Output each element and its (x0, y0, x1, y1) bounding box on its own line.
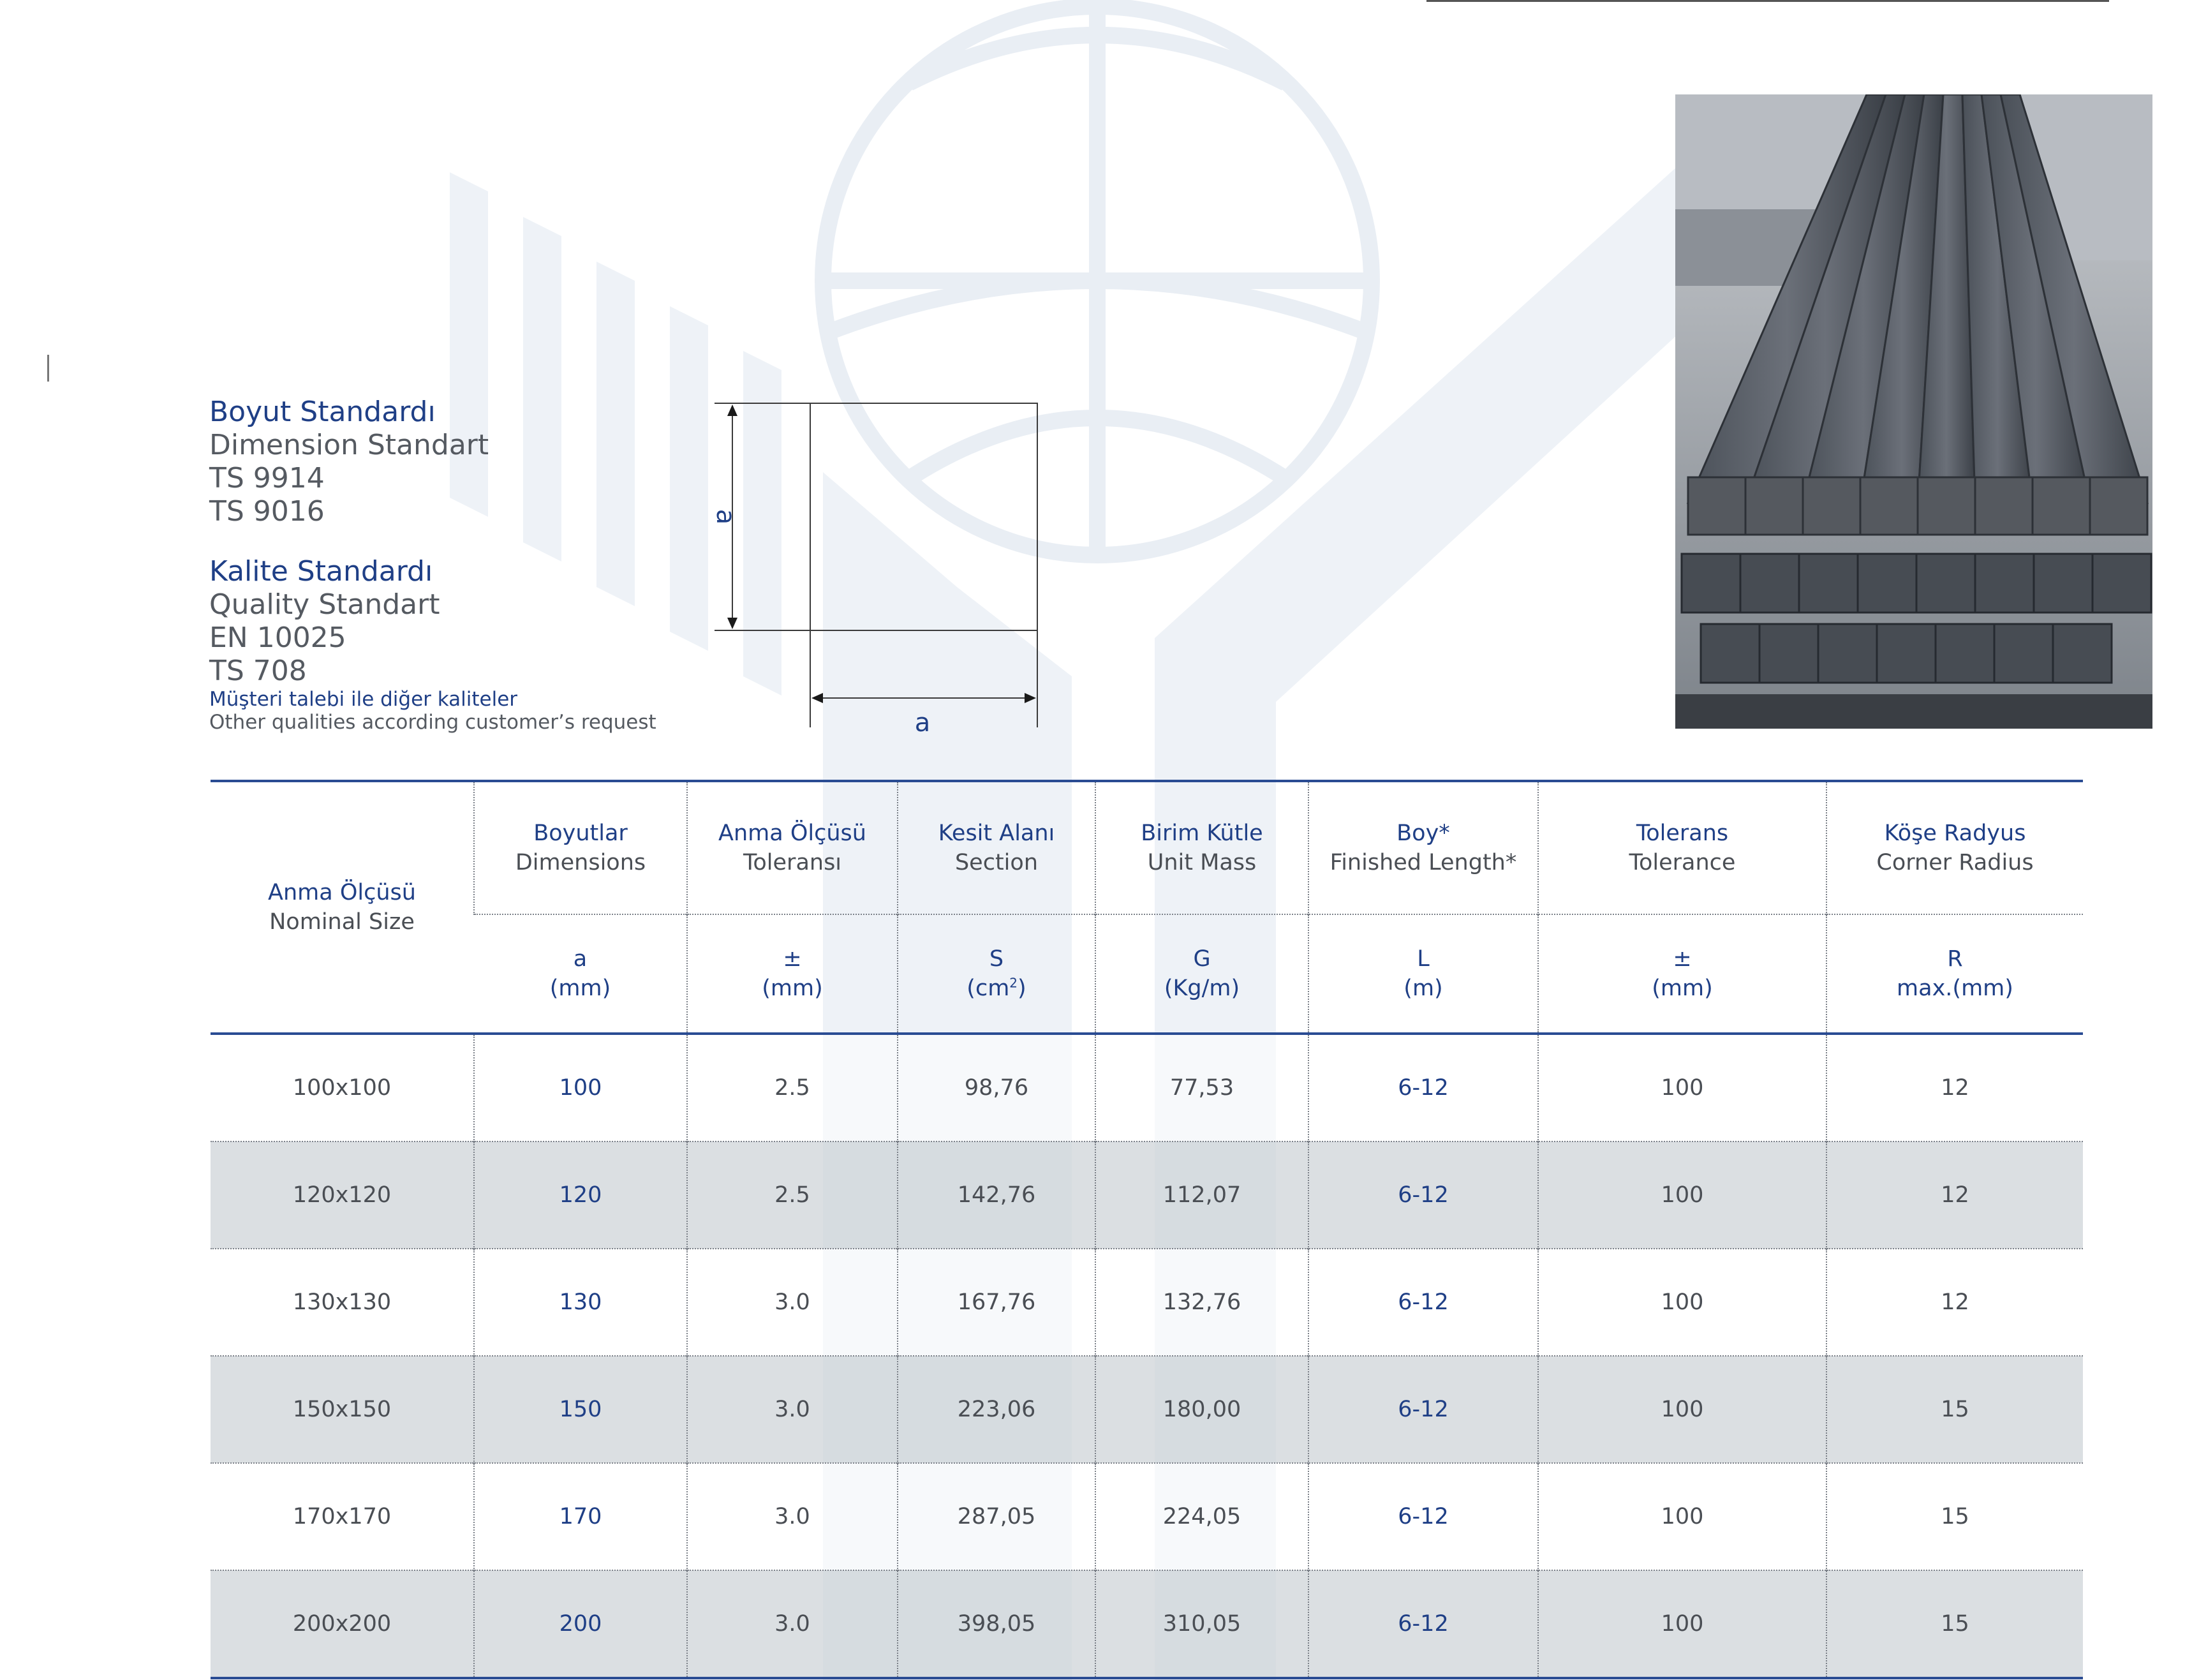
quality-standard-title-en: Quality Standart (209, 588, 440, 621)
unit-symbol: L (1417, 946, 1430, 972)
dimension-standard-code: TS 9016 (209, 495, 325, 528)
cell-nominal-tolerance: 3.0 (687, 1463, 898, 1570)
cell-nominal-tolerance: 2.5 (687, 1141, 898, 1249)
cell-nominal: 120x120 (211, 1141, 474, 1249)
unit-text (898, 974, 1095, 1003)
cell-nominal: 170x170 (211, 1463, 474, 1570)
header-label-tr: Anma Ölçüsü (718, 821, 866, 846)
header-label-en: Dimensions (515, 850, 646, 875)
dimension-standard-block (209, 396, 489, 528)
header-nominal-size (211, 781, 474, 1034)
top-divider-line (1426, 0, 2109, 2)
cell-section: 98,76 (898, 1034, 1095, 1141)
cell-unit-mass: 180,00 (1095, 1356, 1308, 1463)
cell-corner-radius: 12 (1826, 1034, 2083, 1141)
cell-tolerance: 100 (1538, 1034, 1826, 1141)
header-unit-mass (1095, 781, 1308, 914)
cell-corner-radius: 15 (1826, 1356, 2083, 1463)
cell-nominal-tolerance: 2.5 (687, 1034, 898, 1141)
unit-length (1308, 914, 1538, 1034)
header-label-en: Tolerance (1629, 850, 1736, 875)
table-row (211, 1570, 2083, 1678)
cell-tolerance: 100 (1538, 1141, 1826, 1249)
dimension-standard-title-en: Dimension Standart (209, 429, 489, 461)
cell-corner-radius: 12 (1826, 1249, 2083, 1356)
specification-table (211, 780, 2083, 1679)
cell-unit-mass: 132,76 (1095, 1249, 1308, 1356)
cell-dimension: 100 (474, 1034, 687, 1141)
header-label-tr: Birim Kütle (1141, 821, 1263, 846)
unit-section (898, 914, 1095, 1034)
dimension-standard-code: TS 9914 (209, 462, 325, 494)
cell-length: 6-12 (1308, 1356, 1538, 1463)
cell-length: 6-12 (1308, 1034, 1538, 1141)
cell-unit-mass: 77,53 (1095, 1034, 1308, 1141)
cell-tolerance: 100 (1538, 1570, 1826, 1678)
header-label-en: Section (954, 850, 1039, 875)
cell-dimension: 200 (474, 1570, 687, 1678)
unit-text: (Kg/m) (1164, 976, 1240, 1001)
unit-tolerance (1538, 914, 1826, 1034)
table-row (211, 1463, 2083, 1570)
unit-text-prefix: (cm (967, 976, 1010, 1001)
page-margin-tick (47, 355, 49, 382)
dimension-standard-title-tr: Boyut Standardı (209, 396, 436, 428)
unit-symbol: ± (783, 946, 802, 972)
unit-text: (m) (1404, 976, 1443, 1001)
cell-section: 142,76 (898, 1141, 1095, 1249)
cell-dimension: 170 (474, 1463, 687, 1570)
header-finished-length (1308, 781, 1538, 914)
cell-dimension: 130 (474, 1249, 687, 1356)
header-tolerance (1538, 781, 1826, 914)
cell-tolerance: 100 (1538, 1356, 1826, 1463)
cell-nominal-tolerance: 3.0 (687, 1356, 898, 1463)
table-header-row-units (211, 914, 2083, 1034)
cell-tolerance: 100 (1538, 1249, 1826, 1356)
quality-standard-code: EN 10025 (209, 621, 346, 654)
unit-symbol: R (1947, 946, 1963, 972)
cell-dimension: 150 (474, 1356, 687, 1463)
cell-nominal: 200x200 (211, 1570, 474, 1678)
cell-unit-mass: 112,07 (1095, 1141, 1308, 1249)
header-label-tr: Boyutlar (533, 821, 628, 846)
unit-text: max.(mm) (1897, 976, 2013, 1001)
cell-tolerance: 100 (1538, 1463, 1826, 1570)
cell-corner-radius: 15 (1826, 1463, 2083, 1570)
header-label-en: Nominal Size (269, 909, 415, 935)
cell-corner-radius: 15 (1826, 1570, 2083, 1678)
unit-unit-mass (1095, 914, 1308, 1034)
cell-unit-mass: 310,05 (1095, 1570, 1308, 1678)
table-row (211, 1356, 2083, 1463)
unit-text: (mm) (1652, 976, 1713, 1001)
cell-nominal-tolerance: 3.0 (687, 1570, 898, 1678)
cell-length: 6-12 (1308, 1249, 1538, 1356)
quality-standard-title-tr: Kalite Standardı (209, 555, 433, 588)
unit-text-suffix: ) (1018, 976, 1026, 1001)
cell-section: 398,05 (898, 1570, 1095, 1678)
unit-text: (mm) (549, 976, 611, 1001)
cell-length: 6-12 (1308, 1570, 1538, 1678)
header-label-tr: Kesit Alanı (938, 821, 1055, 846)
square-section-diagram (689, 383, 1046, 740)
steel-billets-photo (1675, 94, 2152, 729)
cell-corner-radius: 12 (1826, 1141, 2083, 1249)
header-dimensions (474, 781, 687, 914)
header-section (898, 781, 1095, 914)
cell-length: 6-12 (1308, 1463, 1538, 1570)
quality-note-en: Other qualities according customer’s request (209, 711, 656, 734)
cell-nominal: 150x150 (211, 1356, 474, 1463)
unit-dimensions (474, 914, 687, 1034)
header-nominal-tolerance (687, 781, 898, 914)
table-header-row-titles (211, 781, 2083, 914)
quality-standard-code: TS 708 (209, 655, 307, 687)
unit-symbol: ± (1673, 946, 1692, 972)
cell-section: 167,76 (898, 1249, 1095, 1356)
header-label-en: Corner Radius (1876, 850, 2034, 875)
table-row (211, 1249, 2083, 1356)
header-label-tr: Köşe Radyus (1884, 821, 2026, 846)
table-row (211, 1141, 2083, 1249)
cell-unit-mass: 224,05 (1095, 1463, 1308, 1570)
header-corner-radius (1826, 781, 2083, 914)
quality-note-tr: Müşteri talebi ile diğer kaliteler (209, 688, 518, 711)
cell-nominal: 130x130 (211, 1249, 474, 1356)
unit-nominal-tolerance (687, 914, 898, 1034)
unit-symbol: S (989, 946, 1004, 972)
quality-standard-block (209, 555, 656, 734)
unit-superscript: 2 (1009, 975, 1018, 991)
unit-corner-radius (1826, 914, 2083, 1034)
table-row (211, 1034, 2083, 1141)
cell-nominal-tolerance: 3.0 (687, 1249, 898, 1356)
cell-length: 6-12 (1308, 1141, 1538, 1249)
cell-dimension: 120 (474, 1141, 687, 1249)
header-label-en: Unit Mass (1147, 850, 1257, 875)
cell-section: 287,05 (898, 1463, 1095, 1570)
header-label-tr: Anma Ölçüsü (268, 880, 416, 905)
header-label-tr: Boy* (1396, 821, 1450, 846)
diagram-label-horizontal: a (914, 708, 931, 738)
unit-text: (mm) (762, 976, 823, 1001)
unit-symbol: G (1193, 946, 1211, 972)
cell-section: 223,06 (898, 1356, 1095, 1463)
header-label-tr: Tolerans (1636, 821, 1729, 846)
header-label-en: Finished Length* (1330, 850, 1517, 875)
cell-nominal: 100x100 (211, 1034, 474, 1141)
header-label-en: Toleransı (743, 850, 842, 875)
unit-symbol: a (573, 946, 588, 972)
diagram-label-vertical: a (711, 509, 740, 525)
